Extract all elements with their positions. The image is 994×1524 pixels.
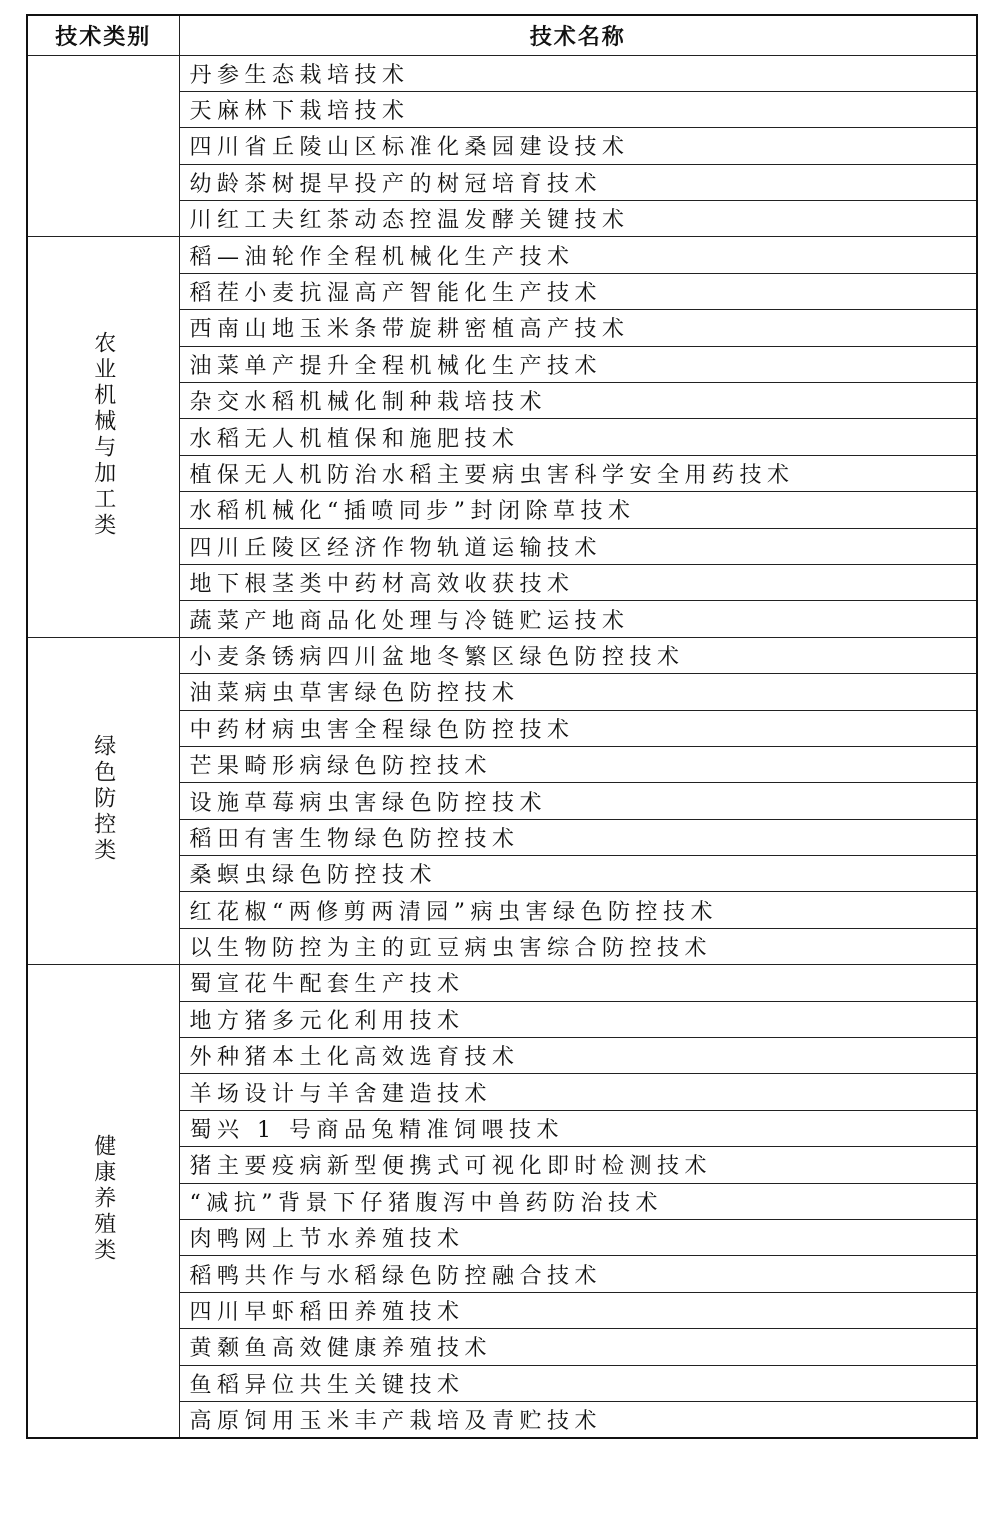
technology-name: 四川早虾稻田养殖技术: [179, 1292, 977, 1328]
technology-name: 稻—油轮作全程机械化生产技术: [179, 237, 977, 273]
technology-name: 桑螟虫绿色防控技术: [179, 856, 977, 892]
category-cell: [27, 637, 179, 965]
category-label: 农业机械与加工类: [90, 331, 116, 540]
technology-name: 植保无人机防治水稻主要病虫害科学安全用药技术: [179, 455, 977, 491]
technology-name: 丹参生态栽培技术: [179, 55, 977, 91]
technology-name: 外种猪本土化高效选育技术: [179, 1038, 977, 1074]
technology-name: 鱼稻异位共生关键技术: [179, 1365, 977, 1401]
category-label: 绿色防控类: [90, 734, 116, 864]
category-label: 健康养殖类: [90, 1134, 116, 1265]
technology-name: 稻茬小麦抗湿高产智能化生产技术: [179, 273, 977, 309]
category-cell: [27, 965, 179, 1438]
technology-name: 中药材病虫害全程绿色防控技术: [179, 710, 977, 746]
technology-name: 幼龄茶树提早投产的树冠培育技术: [179, 164, 977, 200]
table-row: [27, 637, 977, 673]
technology-name: 蜀兴 1 号商品兔精准饲喂技术: [179, 1110, 977, 1146]
technology-name: 西南山地玉米条带旋耕密植高产技术: [179, 310, 977, 346]
technology-table: [26, 14, 978, 1439]
technology-name: 油菜单产提升全程机械化生产技术: [179, 346, 977, 382]
technology-name: 以生物防控为主的豇豆病虫害综合防控技术: [179, 928, 977, 964]
table-row: [27, 55, 977, 91]
technology-name: 猪主要疫病新型便携式可视化即时检测技术: [179, 1147, 977, 1183]
technology-name: 川红工夫红茶动态控温发酵关键技术: [179, 201, 977, 237]
technology-name: 蜀宣花牛配套生产技术: [179, 965, 977, 1001]
technology-name: 高原饲用玉米丰产栽培及青贮技术: [179, 1401, 977, 1437]
category-cell: [27, 237, 179, 637]
table-row: [27, 237, 977, 273]
technology-name: 天麻林下栽培技术: [179, 91, 977, 127]
technology-name: 芒果畸形病绿色防控技术: [179, 746, 977, 782]
technology-name: 地方猪多元化利用技术: [179, 1001, 977, 1037]
table-body: [27, 55, 977, 1438]
header-name: 技术名称: [179, 15, 977, 55]
technology-name: 红花椒“两修剪两清园”病虫害绿色防控技术: [179, 892, 977, 928]
technology-name: 稻田有害生物绿色防控技术: [179, 819, 977, 855]
technology-name: 杂交水稻机械化制种栽培技术: [179, 383, 977, 419]
table-row: [27, 965, 977, 1001]
technology-name: 四川丘陵区经济作物轨道运输技术: [179, 528, 977, 564]
technology-name: 稻鸭共作与水稻绿色防控融合技术: [179, 1256, 977, 1292]
technology-name: “减抗”背景下仔猪腹泻中兽药防治技术: [179, 1183, 977, 1219]
header-category: 技术类别: [27, 15, 179, 55]
technology-name: 油菜病虫草害绿色防控技术: [179, 674, 977, 710]
technology-name: 肉鸭网上节水养殖技术: [179, 1220, 977, 1256]
technology-name: 地下根茎类中药材高效收获技术: [179, 564, 977, 600]
technology-name: 设施草莓病虫害绿色防控技术: [179, 783, 977, 819]
technology-name: 黄颡鱼高效健康养殖技术: [179, 1329, 977, 1365]
technology-name: 水稻无人机植保和施肥技术: [179, 419, 977, 455]
header-row: [27, 15, 977, 55]
technology-name: 水稻机械化“插喷同步”封闭除草技术: [179, 492, 977, 528]
technology-name: 四川省丘陵山区标准化桑园建设技术: [179, 128, 977, 164]
category-cell: [27, 55, 179, 237]
technology-name: 小麦条锈病四川盆地冬繁区绿色防控技术: [179, 637, 977, 673]
technology-name: 蔬菜产地商品化处理与冷链贮运技术: [179, 601, 977, 637]
technology-name: 羊场设计与羊舍建造技术: [179, 1074, 977, 1110]
